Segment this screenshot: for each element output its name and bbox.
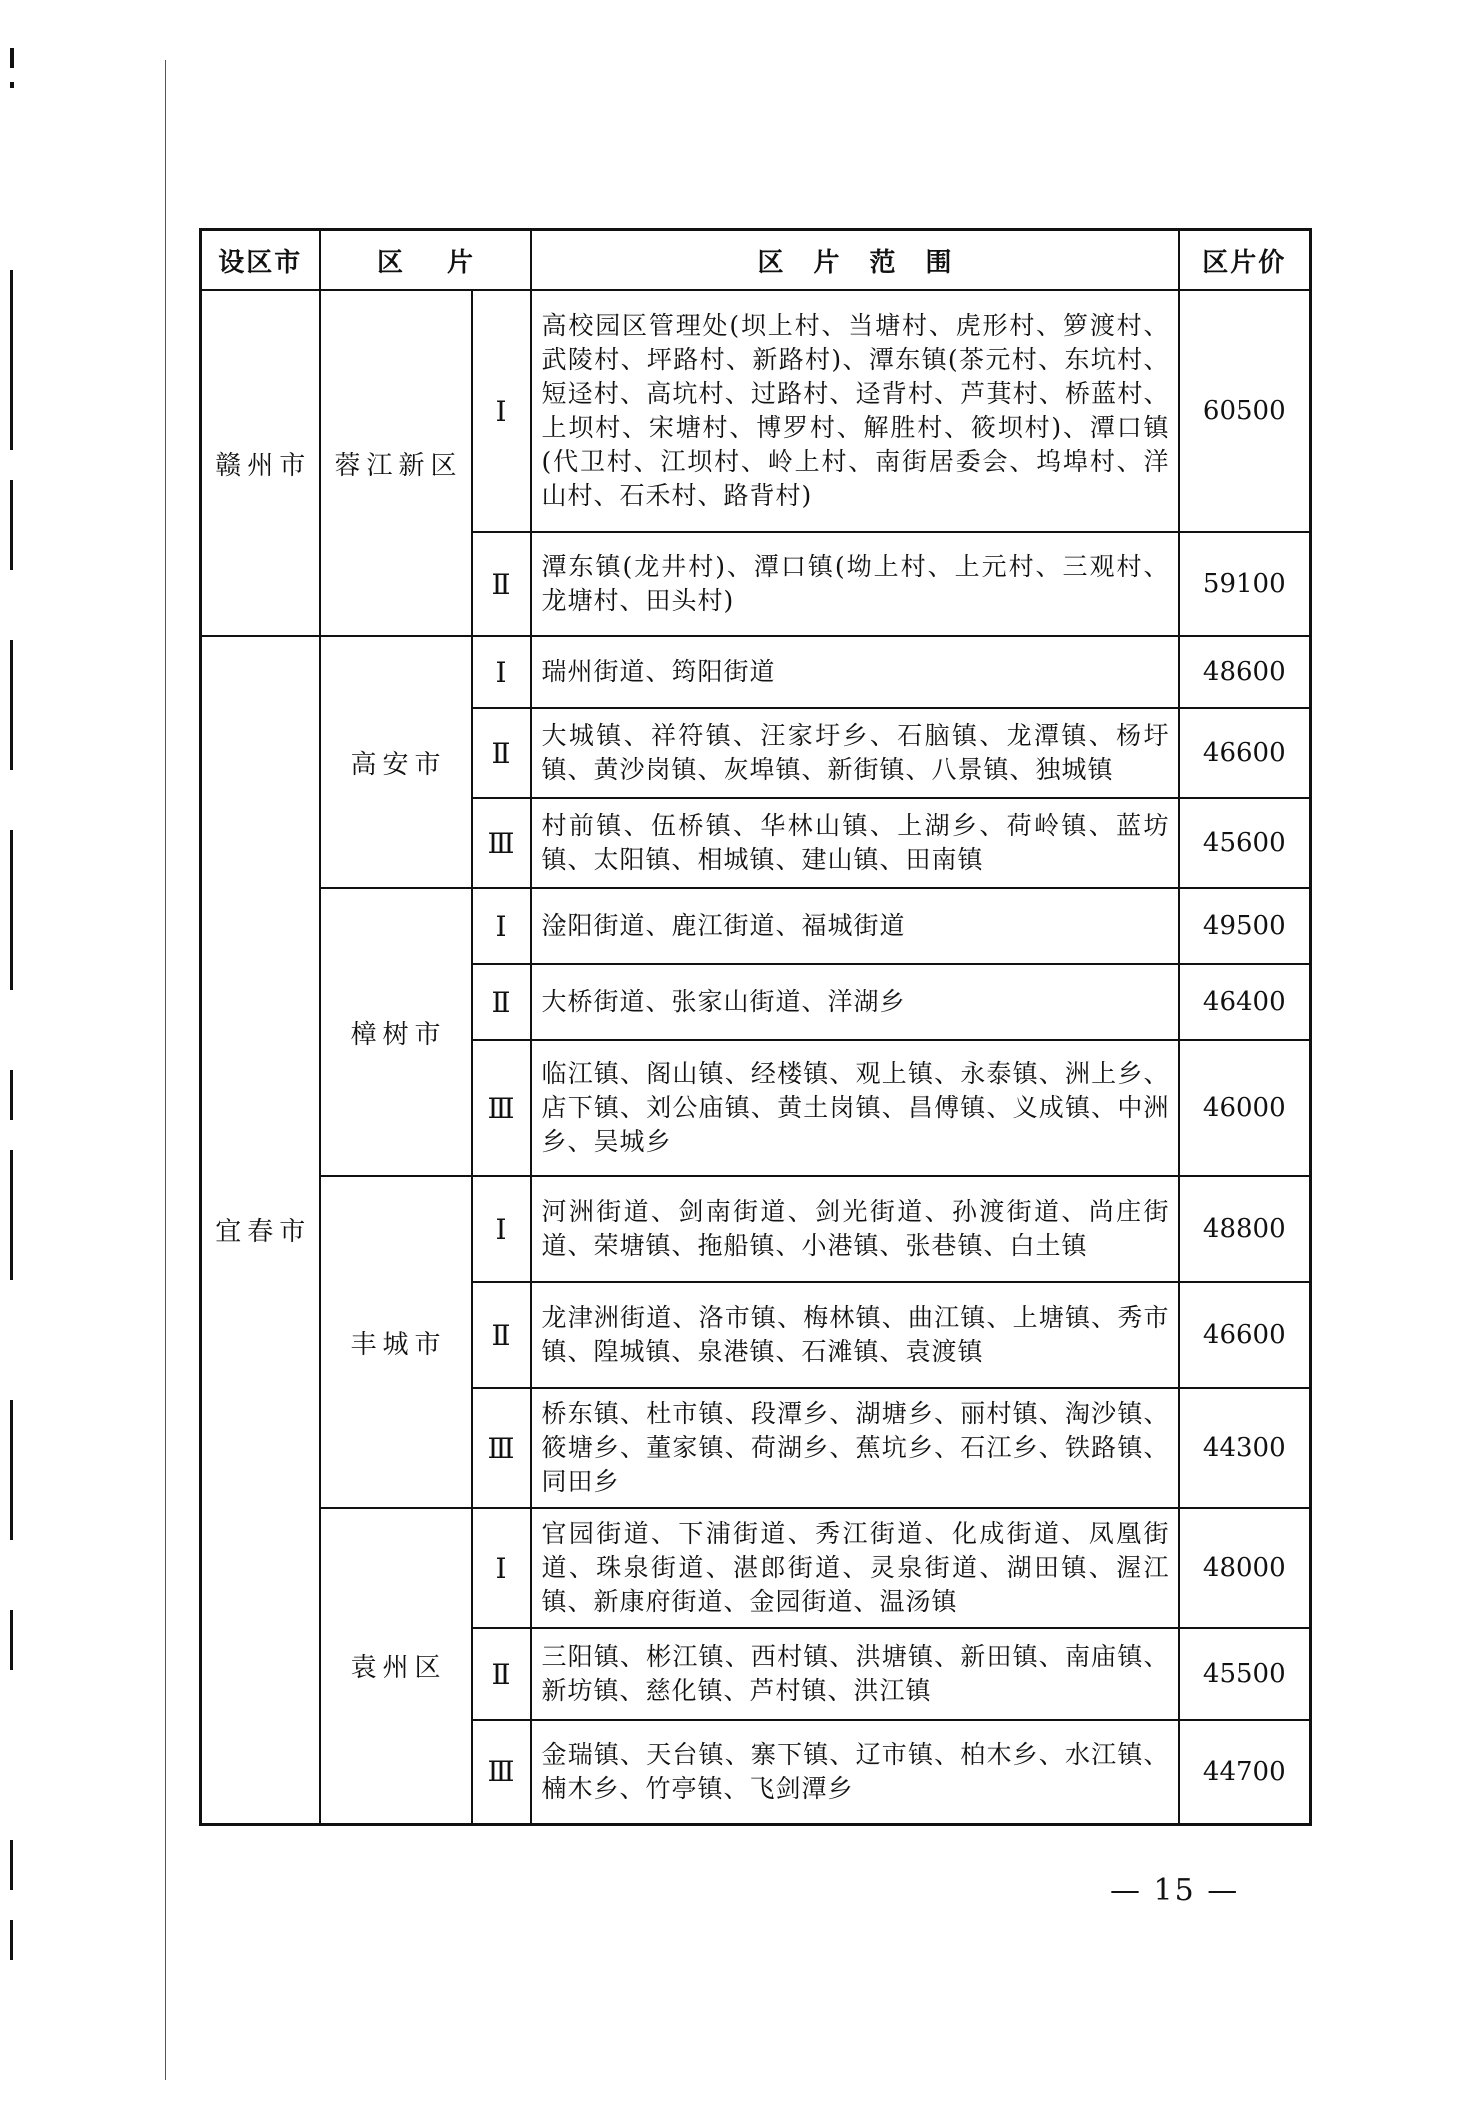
range-cell: 淦阳街道、鹿江街道、福城街道: [531, 888, 1179, 964]
tier-cell: Ⅲ: [472, 1720, 531, 1824]
price-cell: 60500: [1179, 290, 1311, 532]
range-cell: 金瑞镇、天台镇、寨下镇、辽市镇、柏木乡、水江镇、楠木乡、竹亭镇、飞剑潭乡: [531, 1720, 1179, 1824]
price-cell: 44700: [1179, 1720, 1311, 1824]
city-cell: 宜春市: [201, 636, 320, 1824]
table-row: [201, 636, 1311, 708]
price-cell: 46000: [1179, 1040, 1311, 1176]
range-cell: 大桥街道、张家山街道、洋湖乡: [531, 964, 1179, 1040]
header-price: 区片价: [1179, 230, 1311, 291]
district-cell: 樟树市: [320, 888, 472, 1176]
range-cell: 瑞州街道、筠阳街道: [531, 636, 1179, 708]
tier-cell: Ⅰ: [472, 290, 531, 532]
range-cell: 桥东镇、杜市镇、段潭乡、湖塘乡、丽村镇、淘沙镇、筱塘乡、董家镇、荷湖乡、蕉坑乡、石江乡、铁路镇、同田乡: [531, 1388, 1179, 1508]
page-number: — 15 —: [1110, 1873, 1240, 1908]
price-cell: 46600: [1179, 708, 1311, 798]
city-cell: 赣州市: [201, 290, 320, 636]
district-cell: 蓉江新区: [320, 290, 472, 636]
table-header-row: [201, 230, 1311, 291]
range-cell: 高校园区管理处(坝上村、当塘村、虎形村、箩渡村、武陵村、坪路村、新路村)、潭东镇(茶元村、东坑村、短迳村、高坑村、过路村、迳背村、芦萁村、桥蓝村、上坝村、宋塘村、博罗村、解胜村、筱坝村)、潭口镇(代卫村、江坝村、岭上村、南街居委会、坞埠村、洋山村、石禾村、路背村): [531, 290, 1179, 532]
tier-cell: Ⅱ: [472, 1282, 531, 1388]
table-row: [201, 888, 1311, 964]
header-range: 区片范围: [531, 230, 1179, 291]
tier-cell: Ⅱ: [472, 1628, 531, 1720]
header-city: 设区市: [201, 230, 320, 291]
price-cell: 44300: [1179, 1388, 1311, 1508]
price-cell: 59100: [1179, 532, 1311, 636]
price-cell: 49500: [1179, 888, 1311, 964]
price-cell: 45600: [1179, 798, 1311, 888]
district-cell: 高安市: [320, 636, 472, 888]
tier-cell: Ⅰ: [472, 1508, 531, 1628]
range-cell: 河洲街道、剑南街道、剑光街道、孙渡街道、尚庄街道、荣塘镇、拖船镇、小港镇、张巷镇、白土镇: [531, 1176, 1179, 1282]
price-cell: 46400: [1179, 964, 1311, 1040]
tier-cell: Ⅲ: [472, 1040, 531, 1176]
tier-cell: Ⅰ: [472, 1176, 531, 1282]
range-cell: 三阳镇、彬江镇、西村镇、洪塘镇、新田镇、南庙镇、新坊镇、慈化镇、芦村镇、洪江镇: [531, 1628, 1179, 1720]
range-cell: 官园街道、下浦街道、秀江街道、化成街道、凤凰街道、珠泉街道、湛郎街道、灵泉街道、湖田镇、渥江镇、新康府街道、金园街道、温汤镇: [531, 1508, 1179, 1628]
range-cell: 大城镇、祥符镇、汪家圩乡、石脑镇、龙潭镇、杨圩镇、黄沙岗镇、灰埠镇、新街镇、八景镇、独城镇: [531, 708, 1179, 798]
tier-cell: Ⅲ: [472, 798, 531, 888]
table-row: [201, 290, 1311, 532]
tier-cell: Ⅰ: [472, 636, 531, 708]
district-cell: 袁州区: [320, 1508, 472, 1824]
tier-cell: Ⅱ: [472, 708, 531, 798]
price-cell: 48000: [1179, 1508, 1311, 1628]
table-row: [201, 1176, 1311, 1282]
land-price-table: [199, 228, 1312, 1826]
district-cell: 丰城市: [320, 1176, 472, 1508]
range-cell: 龙津洲街道、洛市镇、梅林镇、曲江镇、上塘镇、秀市镇、隍城镇、泉港镇、石滩镇、袁渡镇: [531, 1282, 1179, 1388]
tier-cell: Ⅱ: [472, 532, 531, 636]
price-cell: 45500: [1179, 1628, 1311, 1720]
tier-cell: Ⅲ: [472, 1388, 531, 1508]
table-row: [201, 1508, 1311, 1628]
price-cell: 48600: [1179, 636, 1311, 708]
range-cell: 潭东镇(龙井村)、潭口镇(坳上村、上元村、三观村、龙塘村、田头村): [531, 532, 1179, 636]
range-cell: 临江镇、阁山镇、经楼镇、观上镇、永泰镇、洲上乡、店下镇、刘公庙镇、黄土岗镇、昌傅镇、义成镇、中洲乡、吴城乡: [531, 1040, 1179, 1176]
header-district: 区片: [320, 230, 531, 291]
tier-cell: Ⅱ: [472, 964, 531, 1040]
range-cell: 村前镇、伍桥镇、华林山镇、上湖乡、荷岭镇、蓝坊镇、太阳镇、相城镇、建山镇、田南镇: [531, 798, 1179, 888]
tier-cell: Ⅰ: [472, 888, 531, 964]
price-cell: 48800: [1179, 1176, 1311, 1282]
price-cell: 46600: [1179, 1282, 1311, 1388]
